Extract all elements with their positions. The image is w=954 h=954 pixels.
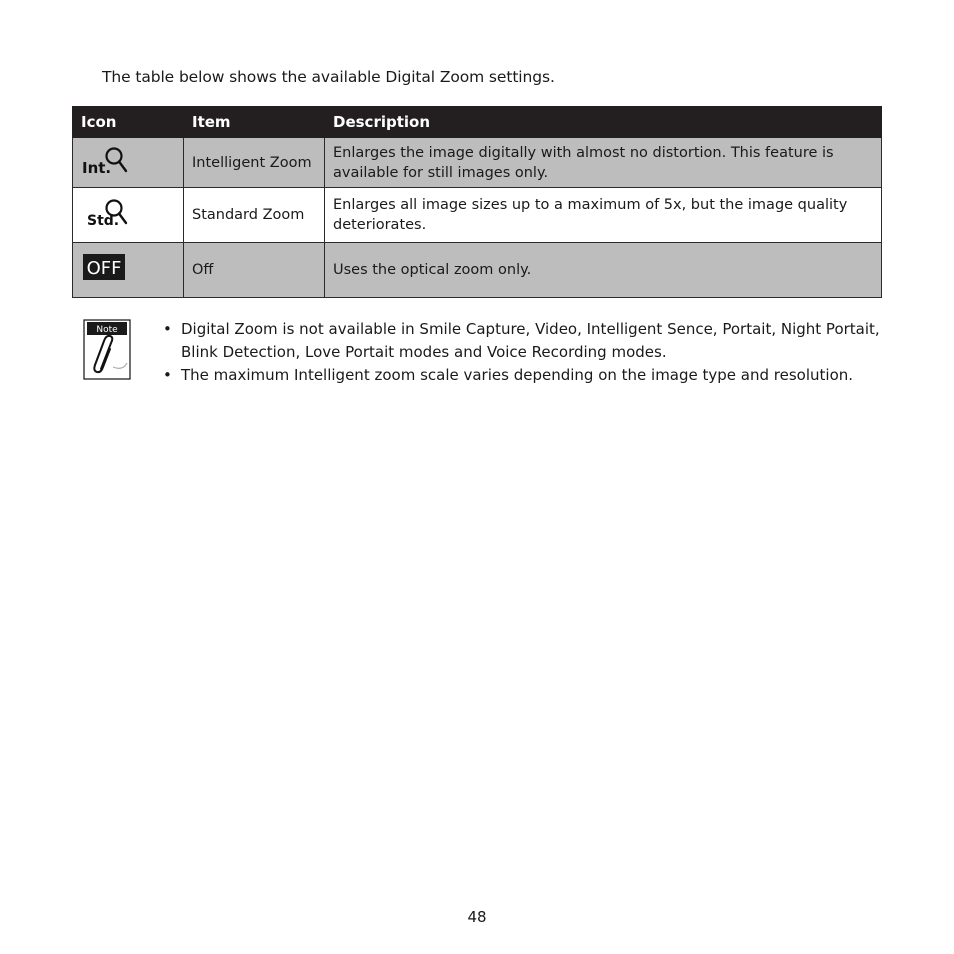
list-item: • The maximum Intelligent zoom scale varies depending on the image type and resolution. bbox=[163, 366, 854, 384]
intro-text: The table below shows the available Digital Zoom settings. bbox=[102, 68, 555, 86]
description-cell: Enlarges the image digitally with almost no distortion. This feature is available for still images only. bbox=[325, 138, 882, 188]
zoom-off-icon bbox=[81, 252, 127, 288]
svg-text:Std.: Std. bbox=[87, 213, 120, 228]
table-row bbox=[73, 188, 882, 243]
header-icon: Icon bbox=[73, 107, 184, 138]
description-cell: Uses the optical zoom only. bbox=[325, 243, 882, 298]
paperclip-note-icon bbox=[83, 319, 131, 380]
table-row bbox=[73, 138, 882, 188]
svg-text:Int.: Int. bbox=[82, 158, 112, 176]
icon-cell bbox=[73, 138, 184, 188]
standard-zoom-icon bbox=[81, 196, 129, 234]
bullet-text: Digital Zoom is not available in Smile Capture, Video, Intelligent Sence, Portait, Night Portait, Blink Detection, Love Portait modes and Voice Recording modes. bbox=[181, 320, 880, 361]
icon-cell bbox=[73, 188, 184, 243]
list-item: • Digital Zoom is not available in Smile Capture, Video, Intelligent Sence, Portait, Night Portait, Blink Detection, Love Portait modes and Voice Recording modes. bbox=[163, 320, 880, 361]
header-item: Item bbox=[184, 107, 325, 138]
svg-text:OFF: OFF bbox=[86, 258, 122, 279]
item-cell: Off bbox=[184, 243, 325, 298]
bullet-text: The maximum Intelligent zoom scale varies depending on the image type and resolution. bbox=[181, 366, 854, 384]
intelligent-zoom-icon bbox=[81, 144, 129, 182]
table-header-row bbox=[73, 107, 882, 138]
svg-text:Note: Note bbox=[96, 325, 118, 335]
description-cell: Enlarges all image sizes up to a maximum of 5x, but the image quality deteriorates. bbox=[325, 188, 882, 243]
icon-cell bbox=[73, 243, 184, 298]
page-number: 48 bbox=[467, 908, 487, 926]
note-icon-block bbox=[83, 319, 131, 380]
item-cell: Intelligent Zoom bbox=[184, 138, 325, 188]
header-description: Description bbox=[325, 107, 882, 138]
digital-zoom-table bbox=[72, 106, 882, 298]
item-cell: Standard Zoom bbox=[184, 188, 325, 243]
table-row bbox=[73, 243, 882, 298]
note-bullet-list bbox=[161, 318, 891, 387]
